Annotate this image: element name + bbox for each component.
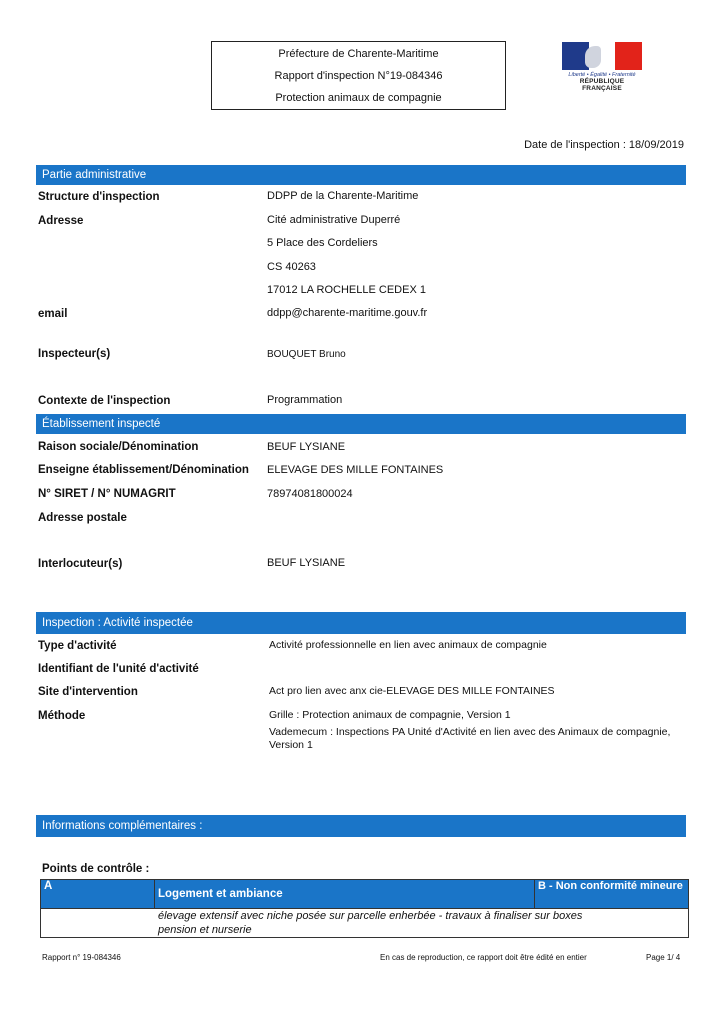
report-header-box bbox=[211, 41, 506, 110]
column-topic-header: Logement et ambiance bbox=[155, 880, 535, 909]
methode-label: Méthode bbox=[38, 710, 86, 722]
adresse-postale-label: Adresse postale bbox=[38, 512, 127, 524]
section-bar-admin: Partie administrative bbox=[36, 165, 686, 185]
logo-name: RÉPUBLIQUE FRANÇAISE bbox=[579, 78, 625, 92]
column-rating-header: B - Non conformité mineure bbox=[535, 880, 689, 909]
methode-line-3: Version 1 bbox=[269, 739, 313, 751]
inspecteur-label: Inspecteur(s) bbox=[38, 348, 111, 360]
section-bar-etablissement: Établissement inspecté bbox=[36, 414, 686, 434]
site-label: Site d'intervention bbox=[38, 686, 138, 698]
siret-label: N° SIRET / N° NUMAGRIT bbox=[38, 488, 176, 500]
contexte-value: Programmation bbox=[267, 394, 343, 406]
report-number-title: Rapport d'inspection N°19-084346 bbox=[274, 70, 443, 82]
type-activite-value: Activité professionnelle en lien avec animaux de compagnie bbox=[269, 639, 547, 651]
inspecteur-value: BOUQUET Bruno bbox=[267, 349, 346, 360]
table-row bbox=[41, 909, 689, 938]
email-label: email bbox=[38, 308, 68, 320]
table-header-row bbox=[41, 880, 689, 909]
comment-cell bbox=[41, 909, 689, 938]
methode-line-1: Grille : Protection animaux de compagnie, Version 1 bbox=[269, 709, 511, 721]
prefecture-title: Préfecture de Charente-Maritime bbox=[278, 48, 439, 60]
adresse-line-4: 17012 LA ROCHELLE CEDEX 1 bbox=[267, 284, 426, 296]
marianne-flag-icon bbox=[562, 42, 642, 70]
comment-line-2: pension et nurserie bbox=[158, 924, 252, 936]
interlocuteur-value: BEUF LYSIANE bbox=[267, 557, 346, 569]
comment-line-1: élevage extensif avec niche posée sur parcelle enherbée - travaux à finaliser sur boxes bbox=[158, 910, 583, 922]
adresse-label: Adresse bbox=[38, 215, 84, 227]
raison-label: Raison sociale/Dénomination bbox=[38, 441, 199, 453]
points-controle-title: Points de contrôle : bbox=[42, 863, 150, 875]
footer-page-number: Page 1/ 4 bbox=[646, 953, 681, 962]
adresse-line-3: CS 40263 bbox=[267, 261, 316, 273]
site-value: Act pro lien avec anx cie-ELEVAGE DES MILLE FONTAINES bbox=[269, 685, 555, 697]
adresse-line-1: Cité administrative Duperré bbox=[267, 214, 401, 226]
email-value: ddpp@charente-maritime.gouv.fr bbox=[267, 307, 428, 319]
section-bar-activite: Inspection : Activité inspectée bbox=[36, 612, 686, 634]
methode-line-2: Vademecum : Inspections PA Unité d'Activité en lien avec des Animaux de compagnie, bbox=[269, 726, 671, 738]
type-activite-label: Type d'activité bbox=[38, 640, 117, 652]
adresse-line-2: 5 Place des Cordeliers bbox=[267, 237, 378, 249]
footer-report-number: Rapport n° 19-084346 bbox=[42, 953, 121, 962]
inspection-date: Date de l'inspection : 18/09/2019 bbox=[524, 139, 684, 151]
section-bar-informations: Informations complémentaires : bbox=[36, 815, 686, 837]
report-subject-title: Protection animaux de compagnie bbox=[275, 92, 442, 104]
identifiant-label: Identifiant de l'unité d'activité bbox=[38, 663, 199, 675]
contexte-label: Contexte de l'inspection bbox=[38, 395, 171, 407]
siret-value: 78974081800024 bbox=[267, 488, 353, 500]
interlocuteur-label: Interlocuteur(s) bbox=[38, 558, 123, 570]
logo-motto: Liberté • Égalité • Fraternité bbox=[568, 72, 636, 78]
points-controle-table bbox=[40, 879, 689, 938]
column-a-header: A bbox=[41, 880, 155, 909]
footer-notice: En cas de reproduction, ce rapport doit être édité en entier bbox=[380, 953, 587, 962]
structure-label: Structure d'inspection bbox=[38, 191, 160, 203]
republique-francaise-logo bbox=[562, 42, 642, 92]
enseigne-label: Enseigne établissement/Dénomination bbox=[38, 464, 249, 476]
structure-value: DDPP de la Charente-Maritime bbox=[267, 190, 419, 202]
raison-value: BEUF LYSIANE bbox=[267, 441, 346, 453]
enseigne-value: ELEVAGE DES MILLE FONTAINES bbox=[267, 464, 444, 476]
